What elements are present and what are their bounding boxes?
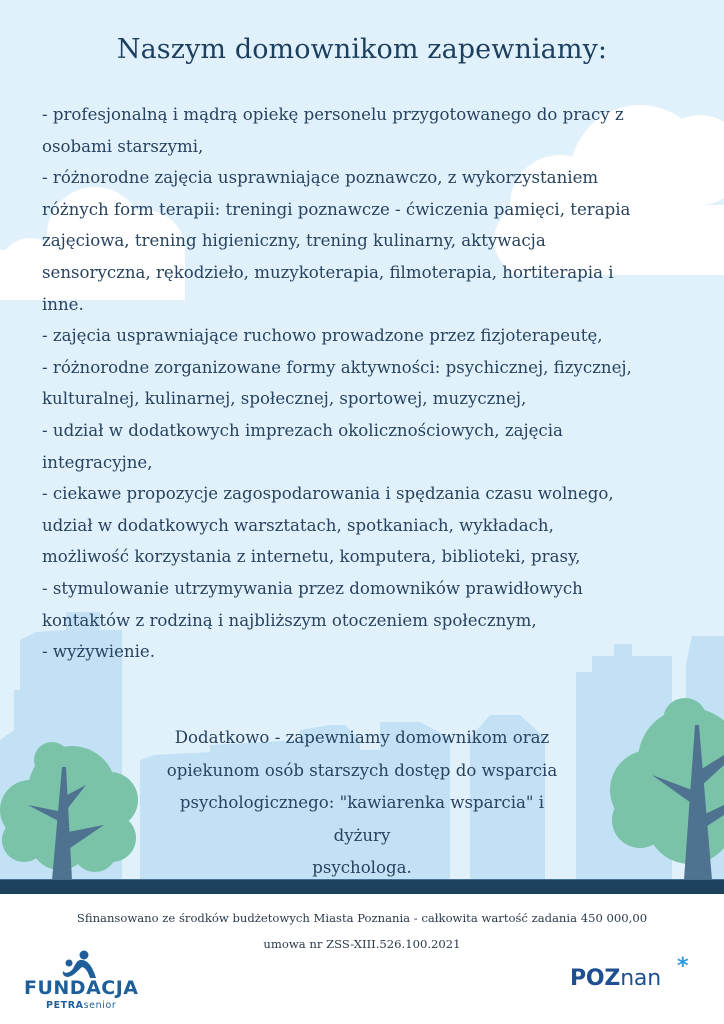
list-item: - różnorodne zorganizowane formy aktywności: psychicznej, fizycznej, <box>42 357 632 377</box>
ground-strip <box>0 880 724 894</box>
poznan-lower-text: nan <box>620 966 661 991</box>
poznan-upper-text: POZ <box>570 966 621 991</box>
list-item: kulturalnej, kulinarnej, społecznej, sportowej, muzycznej, <box>42 389 527 409</box>
list-item: - stymulowanie utrzymywania przez domowników prawidłowych <box>42 578 583 598</box>
list-item: - zajęcia usprawniające ruchowo prowadzone przez fizjoterapeutę, <box>42 326 603 346</box>
list-item: udział w dodatkowych warsztatach, spotkaniach, wykładach, <box>42 515 554 535</box>
list-item: kontaktów z rodziną i najbliższym otoczeniem społecznym, <box>42 610 537 630</box>
list-item: inne. <box>42 294 84 314</box>
poznan-wordmark <box>570 966 661 991</box>
asterisk-star-icon: * <box>677 954 689 979</box>
list-item: zajęciowa, trening higieniczny, trening kulinarny, aktywacja <box>42 231 546 251</box>
people-hug-icon <box>60 950 100 980</box>
poznan-city-logo <box>570 954 700 1004</box>
fundacja-wordmark: FUNDACJA <box>24 977 139 999</box>
senior-text: senior <box>83 1000 117 1011</box>
petra-text: PETRA <box>46 1000 84 1011</box>
fundacja-petra-senior-logo <box>24 950 144 1016</box>
funding-line: Sfinansowano ze środków budżetowych Miasta Poznania - całkowita wartość zadania 450 000,00 <box>76 911 648 925</box>
list-item: - ciekawe propozycje zagospodarowania i spędzania czasu wolnego, <box>42 484 614 504</box>
list-item: możliwość korzystania z internetu, komputera, biblioteki, prasy, <box>42 547 581 567</box>
list-item: - wyżywienie. <box>42 642 155 662</box>
paragraph-line: opiekunom osób starszych dostęp do wsparcia <box>166 760 558 780</box>
list-item: - różnorodne zajęcia usprawniające poznawczo, z wykorzystaniem <box>42 168 599 188</box>
list-item: różnych form terapii: treningi poznawcze - ćwiczenia pamięci, terapia <box>42 199 631 219</box>
list-item: - profesjonalną i mądrą opiekę personelu przygotowanego do pracy z <box>42 105 624 124</box>
contract-line: umowa nr ZSS-XIII.526.100.2021 <box>263 937 461 951</box>
additional-support-paragraph <box>150 722 574 880</box>
list-item: - udział w dodatkowych imprezach okolicznościowych, zajęcia <box>42 420 563 440</box>
list-item: integracyjne, <box>42 452 153 472</box>
list-item: osobami starszymi, <box>42 136 204 156</box>
paragraph-line: psychologa. <box>312 858 412 877</box>
petra-senior-wordmark <box>46 1000 116 1011</box>
paragraph-line: psychologicznego: "kawiarenka wsparcia" i dyżury <box>179 793 545 845</box>
benefits-list <box>42 99 714 668</box>
paragraph-line: Dodatkowo - zapewniamy domownikom oraz <box>174 728 550 747</box>
list-item: sensoryczna, rękodzieło, muzykoterapia, filmoterapia, hortiterapia i <box>42 262 614 282</box>
page-title: Naszym domownikom zapewniamy: <box>116 34 608 65</box>
